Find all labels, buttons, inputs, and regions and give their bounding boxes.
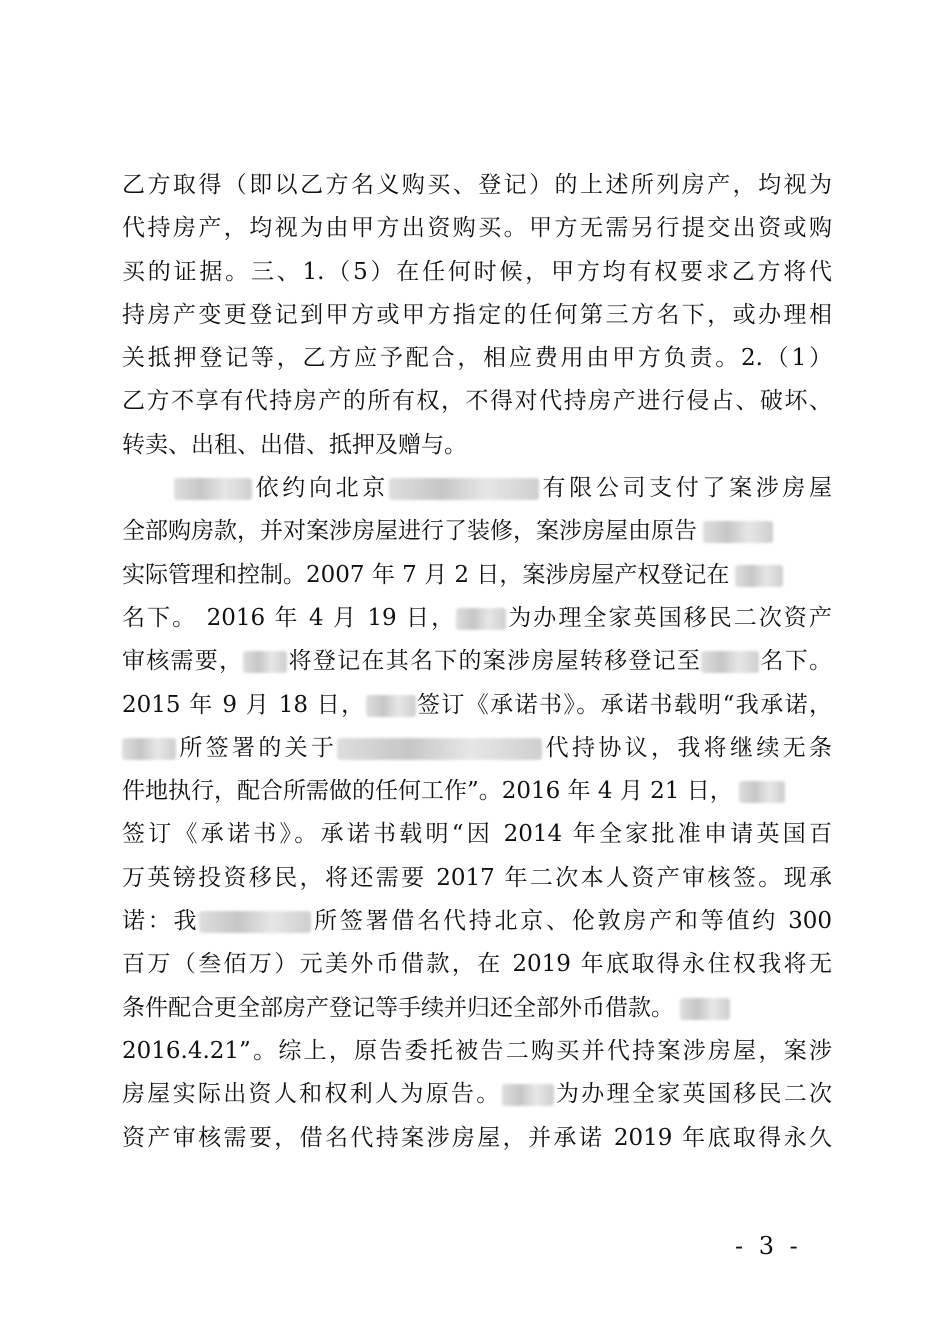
redacted-name xyxy=(703,521,773,543)
text-line: 依约向北京 有限公司支付了案涉房屋 xyxy=(122,467,832,510)
redacted-name xyxy=(739,781,785,803)
redacted-name xyxy=(366,695,416,717)
text-line: 签订《承诺书》。承诺书载明“因 2014 年全家批准申请英国百 xyxy=(122,821,832,848)
redacted-name xyxy=(174,478,252,500)
text-line: 房屋实际出资人和权利人为原告。 为办理全家英国移民二次 xyxy=(122,1081,833,1108)
text-line: 名下。 2016 年 4 月 19 日， 为办理全家英国移民二次资产 xyxy=(122,604,833,631)
redacted-name xyxy=(502,1084,554,1106)
text-line: 百万（叁佰万）元美外币借款，在 2019 年底取得永住权我将无 xyxy=(122,951,832,978)
text-line: 2016.4.21”。综上，原告委托被告二购买并代持案涉房屋，案涉 xyxy=(122,1037,832,1064)
redacted-signature xyxy=(680,998,730,1020)
text-line: 2015 年 9 月 18 日， 签订《承诺书》。承诺书载明“我承诺， xyxy=(122,691,832,718)
text-line: 资产审核需要，借名代持案涉房屋，并承诺 2019 年底取得永久 xyxy=(122,1124,832,1151)
page-number: - 3 - xyxy=(735,1232,802,1260)
redacted-company xyxy=(389,478,539,500)
redacted-name xyxy=(735,565,783,587)
text-line: 实际管理和控制。2007 年 7 月 2 日，案涉房屋产权登记在 xyxy=(122,554,832,597)
text-line: 诺：我 所签署借名代持北京、伦敦房产和等值约 300 xyxy=(122,908,833,935)
text-line: 件地执行，配合所需做的任何工作”。2016 年 4 月 21 日， xyxy=(122,770,832,813)
text-line: 乙方取得（即以乙方名义购买、登记）的上述所列房产，均视为 xyxy=(122,172,832,198)
text-line: 乙方不享有代持房产的所有权，不得对代持房产进行侵占、破坏、 xyxy=(122,388,832,415)
text-line: 买的证据。三、1.（5）在任何时候，甲方均有权要求乙方将代 xyxy=(122,258,832,285)
redacted-name xyxy=(199,911,311,933)
body-text xyxy=(122,164,832,1160)
redacted-names xyxy=(337,738,542,760)
text-line: 持房产变更登记到甲方或甲方指定的任何第三方名下，或办理相 xyxy=(122,301,832,328)
text-line: 万英镑投资移民，将还需要 2017 年二次本人资产审核签。现承 xyxy=(122,864,832,891)
text-line: 转卖、出租、出借、抵押及赠与。 xyxy=(122,431,467,458)
text-line: 代持房产，均视为由甲方出资购买。甲方无需另行提交出资或购 xyxy=(122,215,832,242)
redacted-name xyxy=(456,608,506,630)
text-line: 条件配合更全部房产登记等手续并归还全部外币借款。 xyxy=(122,987,832,1030)
redacted-name xyxy=(122,738,176,760)
redacted-name xyxy=(243,651,287,673)
text-line: 全部购房款，并对案涉房屋进行了装修，案涉房屋由原告 xyxy=(122,510,832,553)
text-line: 审核需要， 将登记在其名下的案涉房屋转移登记至 名下。 xyxy=(122,648,833,675)
redacted-name xyxy=(701,651,759,673)
text-line: 关抵押登记等，乙方应予配合，相应费用由甲方负责。2.（1） xyxy=(122,345,832,372)
text-line: 所签署的关于 代持协议，我将继续无条 xyxy=(122,727,832,770)
